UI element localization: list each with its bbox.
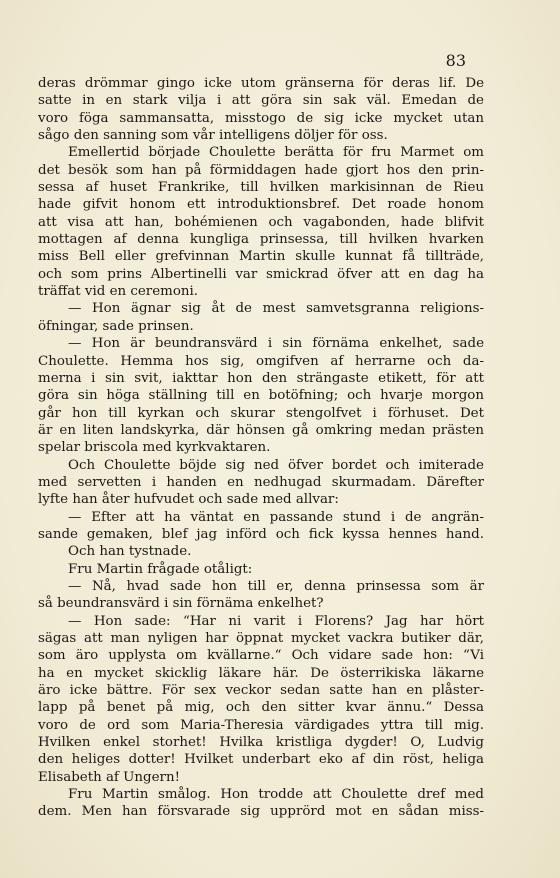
text-line: hade gifvit honom ett introduktionsbref. Det roade honom [38,197,484,213]
text-line: voro de ord som Maria-Theresia värdigades yttra till mig. [38,717,484,733]
text-line: Och han tystnade. [68,544,192,560]
text-line: lapp på benet på mig, och den sitter kvar ännu.“ Dessa [38,700,484,716]
text-line: som äro upplysta om kvällarne.“ Och vidare sade hon: “Vi [38,648,484,664]
text-line: — Hon är beundransvärd i sin förnäma enkelhet, sade [68,336,484,352]
text-line: voro föga sammansatta, misstogo de sig icke mycket utan [38,110,484,126]
text-line: — Hon ägnar sig åt de mest samvetsgranna religions- [68,301,484,317]
text-line: sande gemaken, blef jag införd och fick kyssa hennes hand. [38,526,484,542]
text-line: göra sin höga ställning till en botöfning; och hvarje morgon [38,388,484,404]
text-line: det besök som han på förmiddagen hade gjort hos den prin- [38,162,484,178]
text-line: går hon till kyrkan och skurar stengolfvet i förhuset. Det [38,405,484,421]
text-line: är en liten landskyrka, där hönsen gå omkring medan prästen [38,422,484,438]
text-line: Elisabeth af Ungern! [38,769,180,785]
text-line: ha en mycket skicklig läkare här. De österrikiska läkarne [38,665,484,681]
text-line: att visa att han, bohémienen och vagabonden, hade blifvit [38,214,484,230]
text-line: dem. Men han försvarade sig upprörd mot en sådan miss- [38,804,484,820]
page-number: 83 [445,51,466,70]
text-line: Fru Martin frågade otåligt: [68,561,253,577]
text-line: Fru Martin smålog. Hon trodde att Choulette dref med [68,787,484,803]
text-line: Emellertid började Choulette berätta för fru Marmet om [68,145,484,161]
text-line: med servetten i handen en nedhugad skurmadam. Därefter [38,474,484,490]
body-text [38,75,484,821]
text-line: Choulette. Hemma hos sig, omgifven af herrarne och da- [38,353,484,369]
text-line: sägas att man nyligen har öppnat mycket vackra butiker där, [38,631,484,646]
text-line: — Hon sade: “Har ni varit i Florens? Jag har hört [68,613,484,629]
text-line: miss Bell eller grefvinnan Martin skulle kunnat få tillträde, [38,249,484,265]
text-line: äro icke bättre. För sex veckor sedan satte han en plåster- [38,683,484,699]
text-line: träffat vid en ceremoni. [38,284,199,300]
text-line: mottagen af denna kungliga prinsessa, till hvilken hvarken [38,232,484,248]
text-line: så beundransvärd i sin förnäma enkelhet? [38,596,324,612]
text-line: deras drömmar gingo icke utom gränserna för deras lif. De [38,76,484,91]
text-line: — Nå, hvad sade hon till er, denna prinsessa som är [68,578,484,594]
text-line: öfningar, sade prinsen. [38,318,194,334]
text-line: spelar briscola med kyrkvaktaren. [38,440,271,456]
text-line: Hvilken enkel storhet! Hvilka kristliga dygder! O, Ludvig [38,735,484,751]
text-line: satte in en stark vilja i att göra sin sak väl. Emedan de [38,93,484,109]
text-line: och som prins Albertinelli var smickrad öfver att en dag ha [38,266,484,282]
text-line: den heliges dotter! Hvilket underbart eko af din röst, heliga [38,752,484,768]
text-line: sessa af huset Frankrike, till hvilken markisinnan de Rieu [38,180,484,196]
text-line: — Efter att ha väntat en passande stund i de angrän- [68,509,484,525]
text-line: merna i sin svit, iakttar hon den strängaste etikett, för att [38,370,484,386]
text-line: lyfte han åter hufvudet och sade med allvar: [38,492,339,508]
text-line: Och Choulette böjde sig ned öfver bordet och imiterade [68,457,484,473]
text-line: sågo den sanning som vår intelligens döljer för oss. [38,128,388,144]
